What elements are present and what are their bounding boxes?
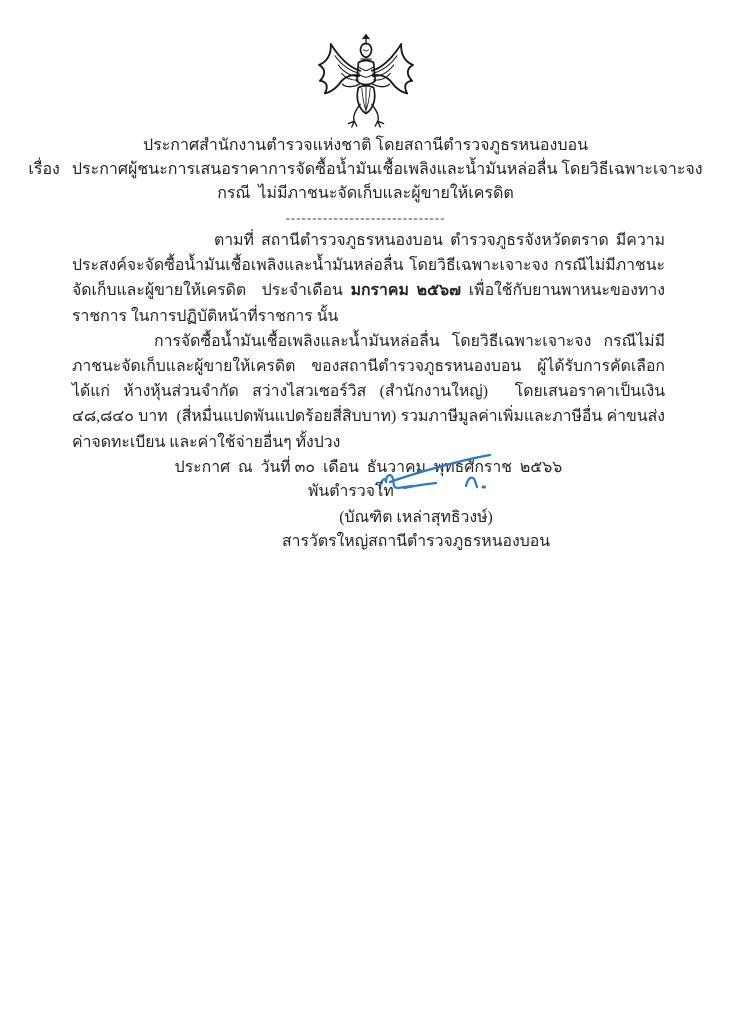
announcement-condition-line: กรณี ไม่มีภาชนะจัดเก็บและผู้ขายให้เครดิต <box>217 185 514 202</box>
paragraph1-text-after-bold: เพื่อใช้กับยานพาหนะของทางราชการ ในการปฏิบัติหน้าที่ราชการ นั้น <box>72 282 665 325</box>
garuda-emblem-body <box>356 35 374 114</box>
paragraph1-bold-month-year: มกราคม ๒๕๖๗ <box>350 282 461 300</box>
body-paragraph-2: การจัดซื้อน้ำมันเชื้อเพลิงและน้ำมันหล่อลื่น โดยวิธีเฉพาะเจาะจง กรณีไม่มีภาชนะจัดเก็บและผู้ขายให้เครดิต ของสถานีตำรวจภูธรหนองบอน ผู้ได้รับการคัดเลือกได้แก่ ห้างหุ้นส่วนจำกัด สว่างไสวเซอร์วิส (สำนักงานใหญ่) โดยเสนอราคาเป็นเงิน ๔๘,๘๔๐ บาท (สี่หมื่นแปดพันแปดร้อยสี่สิบบาท) รวมภาษีมูลค่าเพิ่มและภาษีอื่น ค่าขนส่ง ค่าจดทะเบียน และค่าใช้จ่ายอื่นๆ ทั้งปวง <box>72 332 665 451</box>
handwritten-signature-icon <box>374 450 519 502</box>
announcement-date-line: ประกาศ ณ วันที่ ๓๐ เดือน ธันวาคม พุทธศักราช ๒๕๖๖ <box>174 458 563 476</box>
announcement-issuer-line: ประกาศสำนักงานตำรวจแห่งชาติ โดยสถานีตำรวจภูธรหนองบอน <box>142 137 589 154</box>
signature-block <box>246 470 586 590</box>
paragraph1-text-before-bold: ตามที่ สถานีตำรวจภูธรหนองบอน ตำรวจภูธรจังหวัดตราด มีความประสงค์จะจัดซื้อน้ำมันเชื้อเพลิงและน้ำมันหล่อลื่น โดยวิธีเฉพาะเจาะจง กรณีไม่มีภาชนะจัดเก็บและผู้ขายให้เครดิต ประจำเดือน <box>72 232 665 300</box>
announcement-subject-line: เรื่อง ประกาศผู้ชนะการเสนอราคาการจัดซื้อน้ำมันเชื้อเพลิงและน้ำมันหล่อลื่น โดยวิธีเฉพาะเจาะจง <box>28 161 703 178</box>
announcement-body <box>72 228 665 480</box>
signer-rank: พันตำรวจโท <box>308 483 394 500</box>
garuda-emblem-icon <box>314 32 418 128</box>
signer-position: สารวัตรใหญ่สถานีตำรวจภูธรหนองบอน <box>281 533 551 550</box>
body-paragraph-1 <box>72 228 665 329</box>
signer-name: (บัณฑิต เหล่าสุทธิวงษ์) <box>339 509 493 526</box>
announcement-header <box>0 134 731 228</box>
header-divider-dashes: ------------------------------ <box>285 210 446 225</box>
